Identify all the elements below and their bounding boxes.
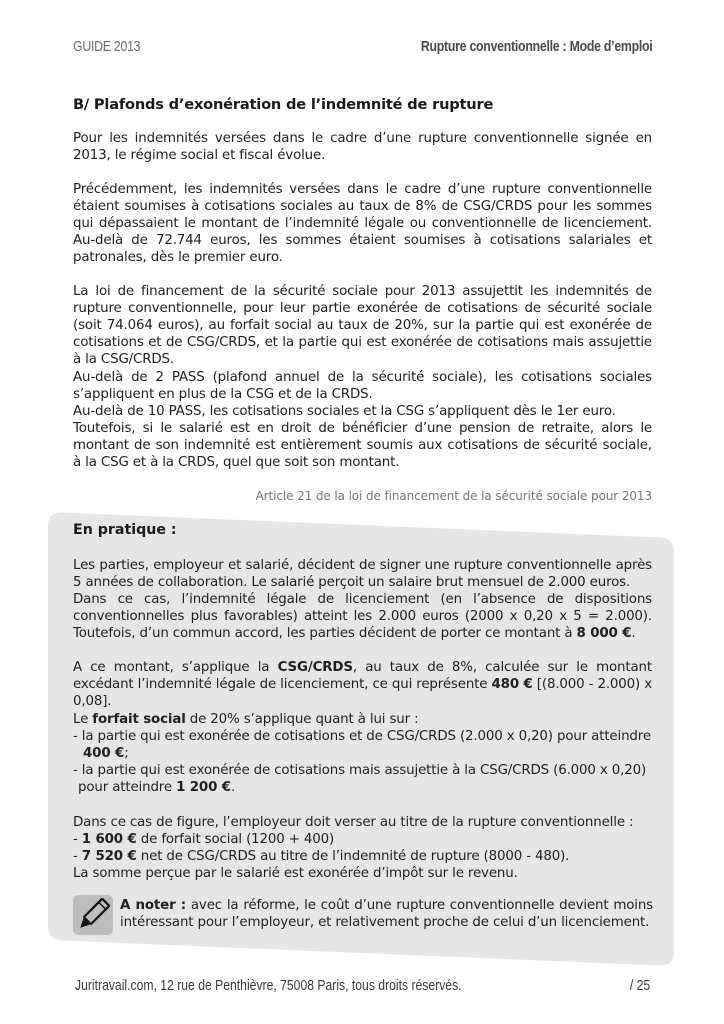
practice-box-title: En pratique : <box>73 522 177 538</box>
forfait-item-2: - la partie qui est exonérée de cotisations mais assujettie à la CSG/CRDS (6.000 x 0,20) <box>73 763 647 778</box>
legal-citation: Article 21 de la loi de financement de la sécurité sociale pour 2013 <box>255 489 652 503</box>
section-title: B/ Plafonds d’exonération de l’indemnité de rupture <box>73 96 494 113</box>
pass-line-10: Au-delà de 10 PASS, les cotisations sociales et la CSG s’appliquent dès le 1er euro. <box>73 404 616 419</box>
employer-summary: Dans ce cas de figure, l’employeur doit verser au titre de la rupture conventionnelle : - 1 600 € de forfait social (1200 + 400) - 7 520 € net de CSG/CRDS au titre de l’indemnité de rupture (8000 - 480). La somme perçue par le salarié est exonérée d’impôt sur le revenu. <box>73 814 652 882</box>
example-scenario <box>73 557 652 642</box>
pass-line-2: Au-delà de 2 PASS (plafond annuel de la sécurité sociale), les cotisations sociales s’appliquent en plus de la CSG et de la CRDS. <box>73 370 652 402</box>
paragraph-intro: Pour les indemnités versées dans le cadre d’une rupture conventionnelle signée en 2013, le régime social et fiscal évolue. <box>73 131 652 163</box>
document-title: Rupture conventionnelle : Mode d’emploi <box>420 38 652 55</box>
negotiated-amount: 8 000 € <box>576 626 632 641</box>
footer-publisher: Juritravail.com, 12 rue de Penthièvre, 75008 Paris, tous droits réservés. <box>75 978 462 994</box>
pass-line-retirement: Toutefois, si le salarié est en droit de bénéficier d’une pension de retraite, alors le montant de son indemnité est entièrement soumis aux cotisations de sécurité sociale, à la CSG et à la CRDS, quel que soit son montant. <box>73 421 652 470</box>
summary-item-1: - 1 600 € de forfait social (1200 + 400) <box>73 832 335 847</box>
csg-amount: 480 € <box>491 677 533 692</box>
example-line-1: Les parties, employeur et salarié, décident de signer une rupture conventionnelle après 5 années de collaboration. Le salarié perçoit un salaire brut mensuel de 2.000 euros. <box>73 558 652 590</box>
summary-item-2: - 7 520 € net de CSG/CRDS au titre de l’indemnité de rupture (8000 - 480). <box>73 849 570 864</box>
page-number: / 25 <box>629 978 650 994</box>
forfait-item-1: - la partie qui est exonérée de cotisations et de CSG/CRDS (2.000 x 0,20) pour atteindre <box>73 729 651 744</box>
paragraph-2013-law: La loi de financement de la sécurité sociale pour 2013 assujettit les indemnités de rupture conventionnelle, pour leur partie exonérée de cotisations de sécurité sociale (soit 74.064 euros), au forfait social au taux de 20%, sur la partie qui est exonérée de cotisations et de CSG/CRDS, et la partie qui est exonérée de cotisations mais assujettie à la CSG/CRDS. <box>73 284 652 367</box>
note-callout: A noter : avec la réforme, le coût d’une rupture conventionnelle devient moins intéressant pour l’employeur, et relativement proche de celui d’un licenciement. <box>120 898 653 930</box>
forfait-social-calculation: Le forfait social de 20% s’applique quant à lui sur : - la partie qui est exonérée de cotisations et de CSG/CRDS (2.000 x 0,20) pour atteindre 400 €; - la partie qui est exonérée de cotisations mais assujettie à la CSG/CRDS (6.000 x 0,20) pour atteindre 1 200 €. <box>73 712 651 795</box>
forfait-amount-2: 1 200 € <box>176 780 231 795</box>
guide-label: GUIDE 2013 <box>73 38 141 55</box>
paragraph-previous-regime: Précédemment, les indemnités versées dans le cadre d’une rupture conventionnelle étaient soumises à cotisations sociales au taux de 8% de CSG/CRDS pour les sommes qui dépassaient le montant de l’indemnité légale ou conventionnelle de licenciement. Au-delà de 72.744 euros, les sommes étaient soumises à cotisations salariales et patronales, dès le premier euro. <box>73 182 652 265</box>
example-line-2: Dans ce cas, l’indemnité légale de licenciement (en l’absence de dispositions conventionnelles plus favorables) atteint les 2.000 euros (2000 x 0,20 x 5 = 2.000). Toutefois, d’un commun accord, les parties décident de porter ce montant à 8 000 €. <box>73 592 652 641</box>
forfait-amount-1: 400 € <box>83 746 125 761</box>
pencil-icon <box>73 895 113 935</box>
csg-calculation: A ce montant, s’applique la CSG/CRDS, au taux de 8%, calculée sur le montant excédant l’indemnité légale de licenciement, ce qui représente 480 € [(8.000 - 2.000) x 0,08]. <box>73 660 653 709</box>
